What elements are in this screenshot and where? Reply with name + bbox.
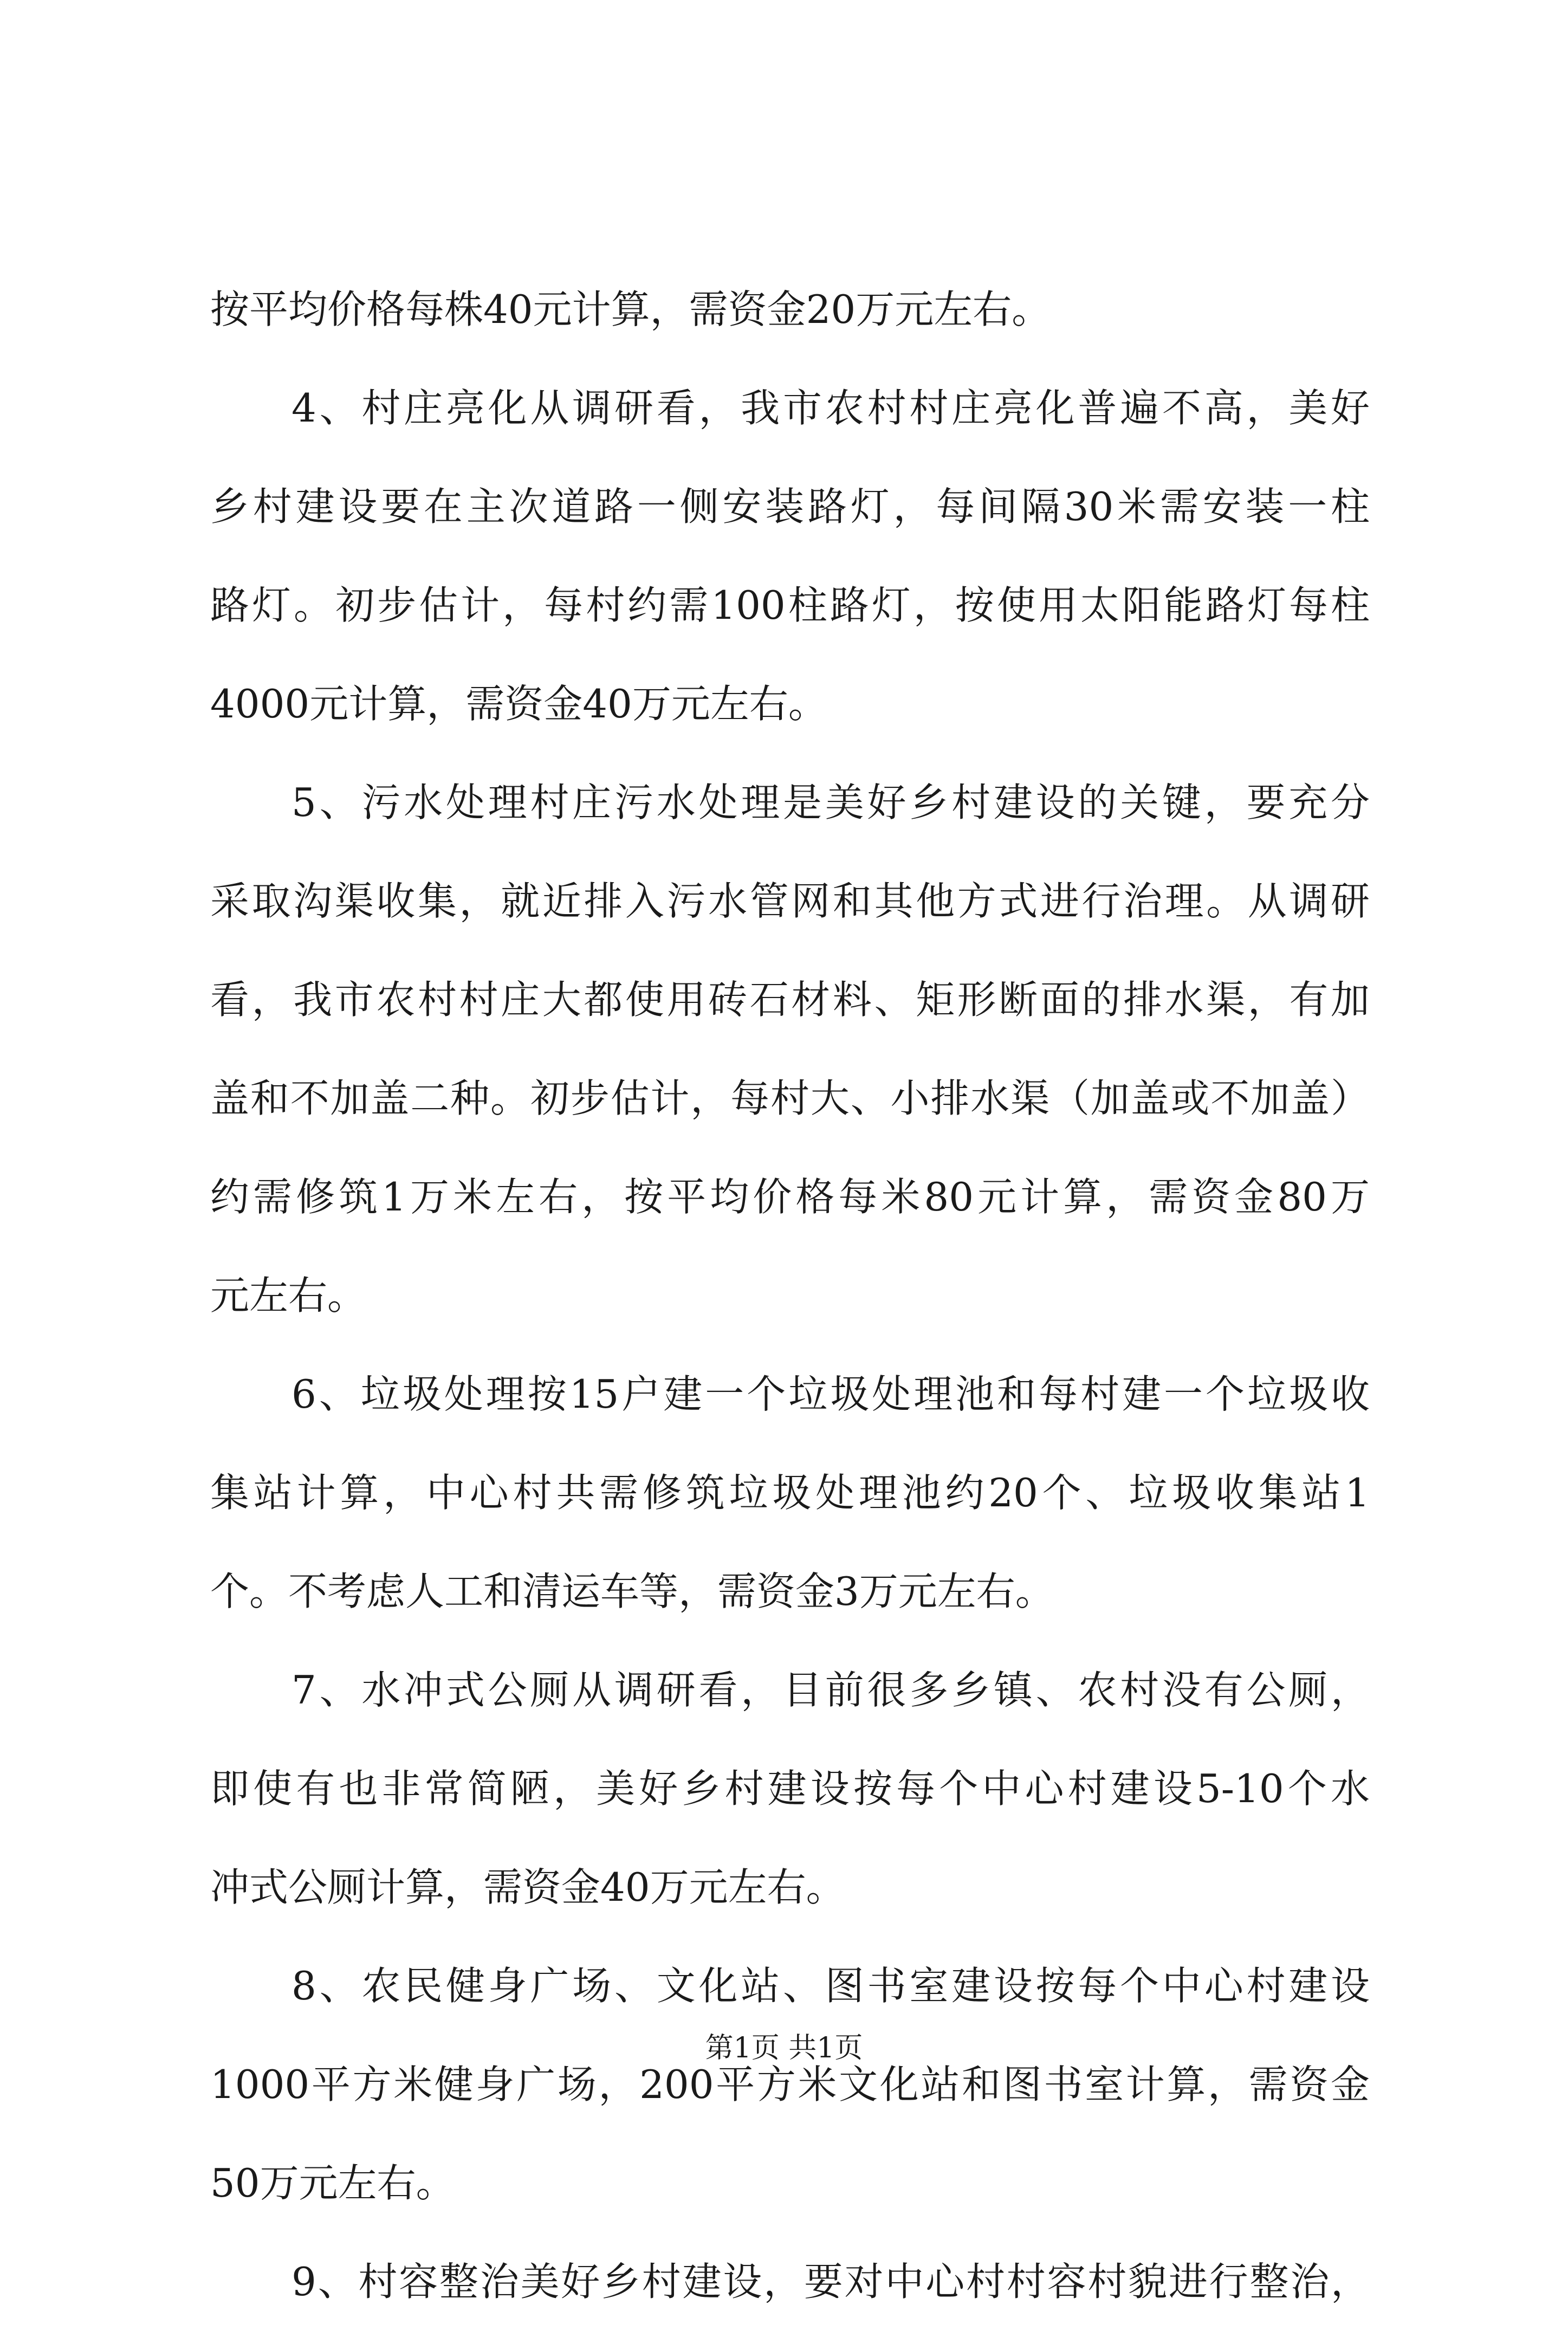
text-line: 集站计算，中心村共需修筑垃圾处理池约20个、垃圾收集站1 <box>210 1470 1370 1516</box>
text-line: 元左右。 <box>210 1273 367 1318</box>
text-line: 5、污水处理村庄污水处理是美好乡村建设的关键，要充分 <box>291 780 1370 825</box>
text-line: 7、水冲式公厕从调研看，目前很多乡镇、农村没有公厕， <box>291 1667 1370 1713</box>
page-footer: 第1页 共1页 <box>705 2032 863 2064</box>
text-line: 即使有也非常简陋，美好乡村建设按每个中心村建设5-10个水 <box>210 1766 1370 1811</box>
text-line: 9、村容整治美好乡村建设，要对中心村村容村貌进行整治， <box>291 2259 1370 2304</box>
document-body <box>210 260 1370 2331</box>
text-line: 1000平方米健身广场，200平方米文化站和图书室计算，需资金 <box>210 2062 1370 2107</box>
text-line: 看，我市农村村庄大都使用砖石材料、矩形断面的排水渠，有加 <box>210 977 1370 1022</box>
text-line: 4000元计算，需资金40万元左右。 <box>210 681 827 727</box>
text-line: 采取沟渠收集，就近排入污水管网和其他方式进行治理。从调研 <box>210 878 1370 924</box>
text-line: 乡村建设要在主次道路一侧安装路灯，每间隔30米需安装一柱 <box>210 484 1370 529</box>
text-line: 6、垃圾处理按15户建一个垃圾处理池和每村建一个垃圾收 <box>291 1371 1370 1417</box>
text-line: 个。不考虑人工和清运车等，需资金3万元左右。 <box>210 1569 1054 1614</box>
text-line: 路灯。初步估计，每村约需100柱路灯，按使用太阳能路灯每柱 <box>210 582 1370 628</box>
text-line: 8、农民健身广场、文化站、图书室建设按每个中心村建设 <box>291 1963 1370 2009</box>
text-line: 4、村庄亮化从调研看，我市农村村庄亮化普遍不高，美好 <box>291 385 1370 431</box>
text-line: 约需修筑1万米左右，按平均价格每米80元计算，需资金80万 <box>210 1174 1370 1220</box>
text-line: 盖和不加盖二种。初步估计，每村大、小排水渠（加盖或不加盖） <box>210 1076 1370 1121</box>
text-line: 按平均价格每株40元计算，需资金20万元左右。 <box>210 287 1051 332</box>
text-line: 冲式公厕计算，需资金40万元左右。 <box>210 1864 845 1910</box>
text-line: 50万元左右。 <box>210 2160 455 2206</box>
